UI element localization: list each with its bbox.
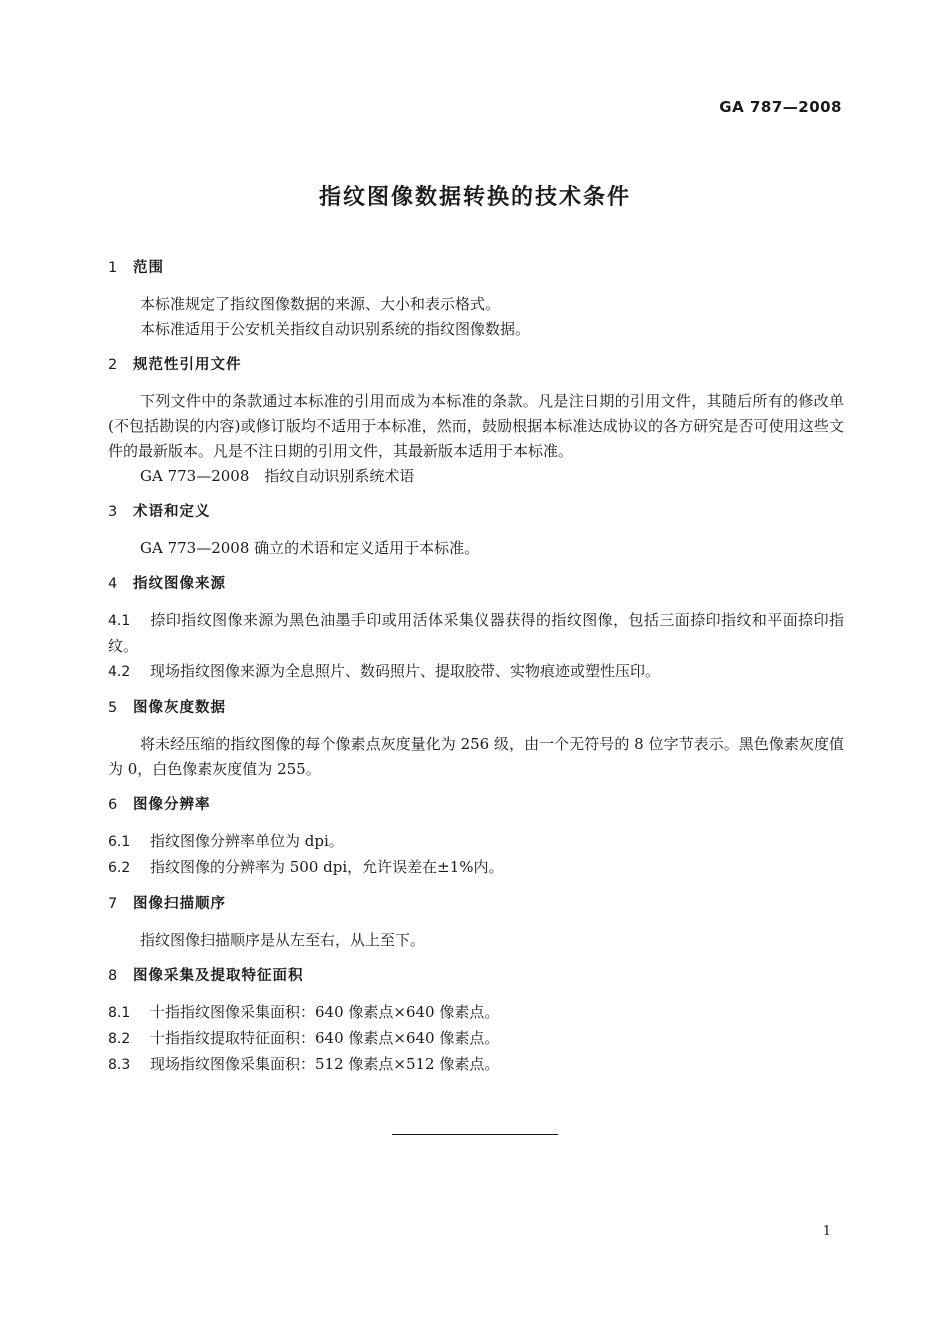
paragraph: 本标准规定了指纹图像数据的来源、大小和表示格式。 — [140, 295, 501, 313]
reference-entry: GA 773—2008 指纹自动识别系统术语 — [140, 467, 415, 485]
section-heading: 1 范围 — [108, 260, 164, 276]
section-3 — [108, 500, 844, 561]
section-1 — [108, 256, 844, 342]
paragraph: GA 773—2008 确立的术语和定义适用于本标准。 — [140, 539, 480, 557]
section-heading: 8 图像采集及提取特征面积 — [108, 968, 304, 984]
section-2 — [108, 353, 844, 489]
document-body — [108, 252, 844, 1089]
clause-item: 6.1 指纹图像分辨率单位为 dpi。 — [108, 832, 344, 850]
clause-item: 8.1 十指指纹图像采集面积：640 像素点×640 像素点。 — [108, 1003, 500, 1021]
section-8 — [108, 964, 844, 1078]
section-heading: 7 图像扫描顺序 — [108, 896, 226, 912]
clause-item: 6.2 指纹图像的分辨率为 500 dpi，允许误差在±1%内。 — [108, 858, 504, 876]
clause-item: 4.2 现场指纹图像来源为全息照片、数码照片、提取胶带、实物痕迹或塑性压印。 — [108, 662, 661, 680]
page-number: 1 — [822, 1224, 831, 1239]
document-title: 指纹图像数据转换的技术条件 — [318, 185, 631, 210]
section-heading: 3 术语和定义 — [108, 504, 211, 520]
clause-item: 8.2 十指指纹提取特征面积：640 像素点×640 像素点。 — [108, 1029, 500, 1047]
section-6 — [108, 793, 844, 881]
paragraph: 指纹图像扫描顺序是从左至右，从上至下。 — [140, 931, 426, 949]
section-heading: 6 图像分辨率 — [108, 797, 211, 813]
section-4 — [108, 572, 844, 685]
standard-number: GA 787—2008 — [719, 98, 842, 116]
end-rule — [392, 1134, 558, 1135]
paragraph: 将未经压缩的指纹图像的每个像素点灰度量化为 256 级，由一个无符号的 8 位字节表示。黑色像素灰度值为 0，白色像素灰度值为 255。 — [108, 735, 844, 778]
section-heading: 5 图像灰度数据 — [108, 700, 226, 716]
section-7 — [108, 892, 844, 953]
paragraph: 下列文件中的条款通过本标准的引用而成为本标准的条款。凡是注日期的引用文件，其随后所有的修改单(不包括勘误的内容)或修订版均不适用于本标准，然而，鼓励根据本标准达成协议的各方研究是否可使用这些文件的最新版本。凡是不注日期的引用文件，其最新版本适用于本标准。 — [108, 392, 844, 460]
section-heading: 2 规范性引用文件 — [108, 357, 242, 373]
clause-item: 4.1 捺印指纹图像来源为黑色油墨手印或用活体采集仪器获得的指纹图像，包括三面捺印指纹和平面捺印指纹。 — [108, 611, 844, 655]
section-heading: 4 指纹图像来源 — [108, 576, 226, 592]
section-5 — [108, 696, 844, 782]
paragraph: 本标准适用于公安机关指纹自动识别系统的指纹图像数据。 — [140, 320, 531, 338]
clause-item: 8.3 现场指纹图像采集面积：512 像素点×512 像素点。 — [108, 1055, 500, 1073]
